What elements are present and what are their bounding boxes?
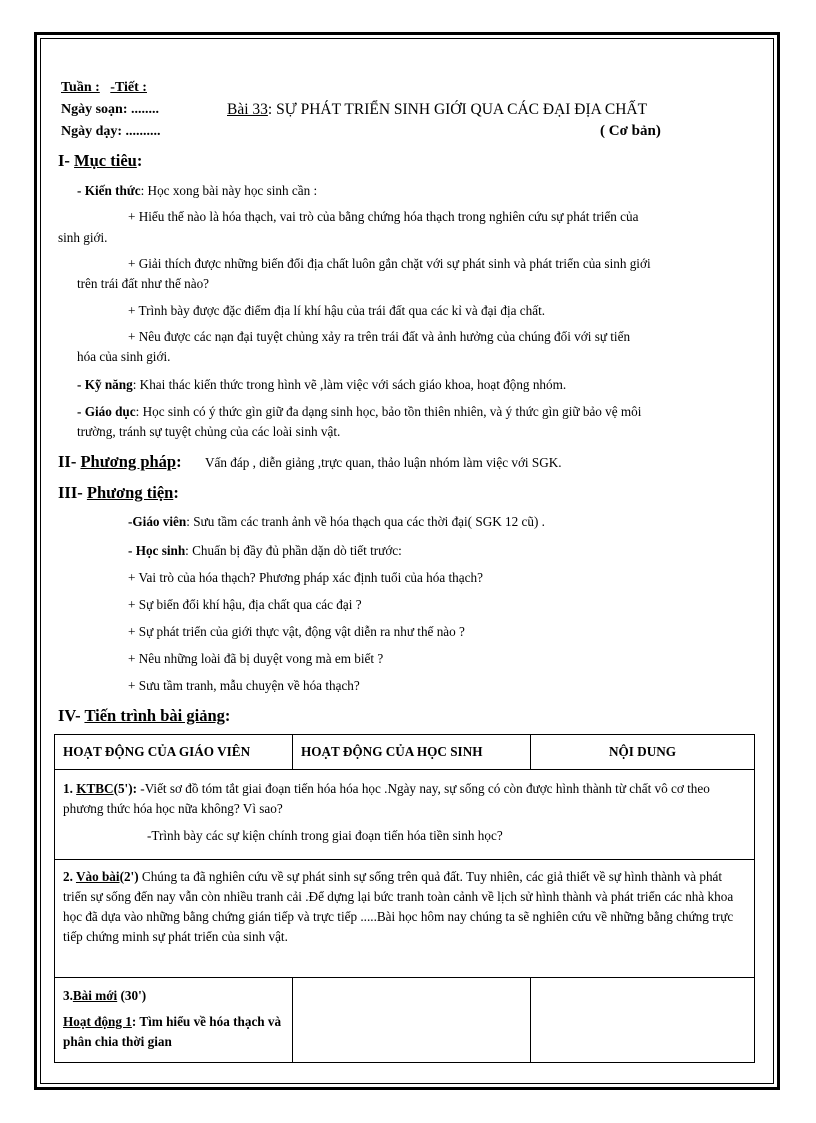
ktbc-question-2: -Trình bày các sự kiện chính trong giai đoạn tiến hóa tiền sinh học? <box>147 828 503 843</box>
col-student-header: HOẠT ĐỘNG CỦA HỌC SINH <box>293 735 531 770</box>
knowledge-item-1-cont: sinh giới. <box>58 230 108 245</box>
section4-title: Tiến trình bài giảng <box>84 706 225 725</box>
method-text: Vấn đáp , diễn giảng ,trực quan, thảo luận nhóm làm việc với SGK. <box>205 455 562 470</box>
prep-date: Ngày soạn: ........ <box>61 102 160 117</box>
new-lesson-cell <box>55 978 293 1063</box>
lesson-level: ( Cơ bản) <box>600 123 661 139</box>
knowledge-item-1: + Hiểu thế nào là hóa thạch, vai trò của bằng chứng hóa thạch trong nghiên cứu sự phát triển của <box>128 209 639 224</box>
student-materials: - Học sinh: Chuẩn bị đầy đủ phần dặn dò tiết trước: <box>128 543 402 558</box>
teacher-label: -Giáo viên <box>128 514 187 529</box>
knowledge-item-4-cont: hóa của sinh giới. <box>77 349 171 364</box>
week-label: Tuần : <box>61 80 100 95</box>
knowledge-line: - Kiến thức: Học xong bài này học sinh cần : <box>77 183 318 198</box>
list-item: + Sưu tầm tranh, mẫu chuyện về hóa thạch? <box>128 678 360 693</box>
knowledge-item-3: + Trình bày được đặc điểm địa lí khí hậu của trái đất qua các kỉ và đại địa chất. <box>128 303 546 318</box>
teach-date: Ngày dạy: .......... <box>61 124 161 139</box>
table-row <box>55 770 755 860</box>
lesson-plan-table <box>54 734 755 1063</box>
lesson-title-line <box>227 101 647 119</box>
new-lesson-label: Bài mới <box>72 988 118 1003</box>
activity-label: Hoạt động 1 <box>63 1014 132 1029</box>
section1-heading: I- Mục tiêu: <box>58 151 143 170</box>
list-item: + Vai trò của hóa thạch? Phương pháp xác định tuổi của hóa thạch? <box>128 570 483 585</box>
ktbc-label: KTBC <box>76 781 114 796</box>
list-item: + Sự phát triển của giới thực vật, động vật diễn ra như thế nào ? <box>128 624 465 639</box>
table-row <box>55 978 755 1063</box>
education-line: - Giáo dục: Học sinh có ý thức gìn giữ đa dạng sinh học, bảo tồn thiên nhiên, và ý thức gìn giữ bảo vệ môi <box>77 404 642 419</box>
intro-label: Vào bài <box>75 869 120 884</box>
activity-1: Hoạt động 1: Tìm hiểu về hóa thạch và phân chia thời gian <box>63 1014 282 1049</box>
ktbc-cell <box>55 770 755 860</box>
content-cell <box>531 978 755 1063</box>
section2-title: Phương pháp <box>80 452 177 471</box>
education-line-cont: trường, tránh sự tuyệt chủng của các loài sinh vật. <box>77 424 341 439</box>
skill-line: - Kỹ năng: Khai thác kiến thức trong hình vẽ ,làm việc với sách giáo khoa, hoạt động nhóm. <box>77 377 567 392</box>
lesson-number: Bài 33 <box>227 101 268 118</box>
education-label: - Giáo dục <box>77 404 136 419</box>
student-activity-cell <box>293 978 531 1063</box>
section3-heading: III- Phương tiện: <box>58 483 179 502</box>
student-label: - Học sinh <box>128 543 186 558</box>
table-header-row <box>55 735 755 770</box>
section2-heading: II- Phương pháp: <box>58 452 182 471</box>
list-item: + Sự biến đổi khí hậu, địa chất qua các đại ? <box>128 597 362 612</box>
intro-cell <box>55 860 755 978</box>
knowledge-item-2: + Giải thích được những biến đổi địa chất luôn gắn chặt với sự phát sinh và phát triển của sinh giới <box>128 256 651 271</box>
list-item: + Nêu những loài đã bị duyệt vong mà em biết ? <box>128 651 384 666</box>
col-content-header: NỘI DUNG <box>531 735 755 770</box>
period-label: -Tiết : <box>110 80 147 95</box>
intro-text: 2. Vào bài(2') Chúng ta đã nghiên cứu về sự phát sinh sự sống trên quả đất. Tuy nhiên, các giả thiết về sự hình thành và phát triển sự sống đến nay vẫn còn nhiều tranh cải .Để dựng lại bức tranh toàn cảnh về lịch sử hình thành và phát triển các nhà khoa học đã dựa vào những bằng chứng gián tiếp và trực tiếp .....Bài học hôm nay chúng ta sẽ nghiên cứu về những bằng chứng trực tiếp chứng minh sự phát triển của sinh vật. <box>63 869 734 944</box>
section3-title: Phương tiện <box>86 483 174 502</box>
teacher-materials: -Giáo viên: Sưu tầm các tranh ảnh về hóa thạch qua các thời đại( SGK 12 cũ) . <box>128 514 545 529</box>
col-teacher-header: HOẠT ĐỘNG CỦA GIÁO VIÊN <box>55 735 293 770</box>
lesson-title: : SỰ PHÁT TRIỂN SINH GIỚI QUA CÁC ĐẠI ĐỊA CHẤT <box>267 101 648 118</box>
ktbc-question-1: 1. KTBC(5'): -Viết sơ đồ tóm tắt giai đoạn tiến hóa hóa học .Ngày nay, sự sống có còn được hình thành từ chất vô cơ theo phương thức hóa học nữa không? Vì sao? <box>63 781 710 816</box>
new-lesson-heading: 3.Bài mới (30') <box>63 988 147 1003</box>
table-row <box>55 860 755 978</box>
knowledge-item-4: + Nêu được các nạn đại tuyệt chủng xảy ra trên trái đất và ảnh hưởng của chúng đối với sự tiến <box>128 329 631 344</box>
knowledge-label: - Kiến thức <box>77 183 141 198</box>
section1-title: Mục tiêu <box>74 151 137 170</box>
section4-heading: IV- Tiến trình bài giảng: <box>58 706 231 725</box>
skill-label: - Kỹ năng <box>77 377 133 392</box>
knowledge-item-2-cont: trên trái đất như thế nào? <box>77 276 210 291</box>
week-period-line <box>61 80 147 96</box>
